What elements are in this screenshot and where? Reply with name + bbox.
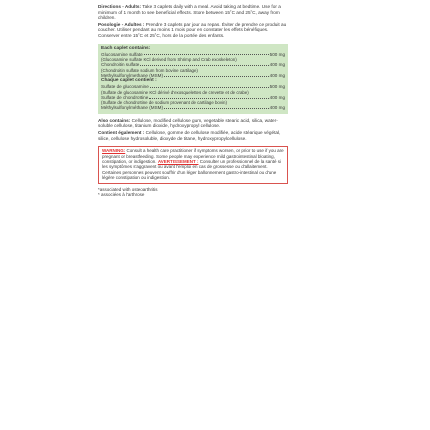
ingredient-name: Chondroitin sulfate <box>101 62 140 68</box>
footnote-en: *associated with osteoarthritis <box>98 186 158 192</box>
dot-leader <box>149 95 268 99</box>
footnotes <box>98 187 288 198</box>
ingredients-en-heading: Each caplet contains: <box>101 45 151 51</box>
also-contains-en <box>98 118 288 129</box>
ingredients-en-list <box>101 52 285 79</box>
ingredient-name: Méthylsulfonylméthane (MSM) <box>101 105 164 111</box>
ingredient-name: Methylsulfonylmethane (MSM) <box>101 72 164 78</box>
ingredients-fr-heading: Chaque caplet contient : <box>101 78 157 84</box>
also-contains-en-label: Also contains: <box>98 117 131 123</box>
dot-leader <box>164 105 269 109</box>
warning-box <box>98 146 288 183</box>
also-contains-en-text: Cellulose, modified cellulose gum, vegetable stearic acid, silica, water-soluble cellulose, titanium dioxide, hydroxypropyl cellulose. <box>98 117 278 129</box>
ingredient-source-note: (Chondroitin sulfate sodium from bovine cartilage) <box>101 67 198 73</box>
ingredient-amount: 400 mg <box>269 94 285 100</box>
dot-leader <box>150 84 269 88</box>
warning-en-label: WARNING: <box>102 148 126 154</box>
label-text-column <box>98 4 288 197</box>
directions-en-label: Directions - Adults: <box>98 4 142 9</box>
dot-leader <box>164 73 269 77</box>
ingredient-name: Sulfate de chondroïtine <box>101 94 149 100</box>
also-contains-fr <box>98 130 288 141</box>
ingredient-name: Sulfate de glucosamine <box>101 84 149 90</box>
ingredient-source-note: (Sulfate de chondroïtine de sodium provenant de cartilage bovin) <box>101 100 227 106</box>
footnote-fr: * associées à l'arthrose <box>98 192 145 198</box>
ingredient-name: Glucosamine sulfate <box>101 51 143 57</box>
also-contains-fr-label: Contient également : <box>98 130 145 135</box>
ingredients-box <box>98 44 288 114</box>
ingredient-row <box>101 105 285 110</box>
directions-fr-label: Posologie - Adultes : <box>98 21 145 27</box>
directions-fr <box>98 22 288 39</box>
ingredient-amount: 400 mg <box>269 72 285 78</box>
ingredient-amount: 500 mg <box>269 51 285 57</box>
dot-leader <box>144 52 269 56</box>
warning-fr-text: Consulter un professionnel de la santé si les symptômes s'aggravent ou avant l'emploi en cas de grossesse ou d'allaitement. Certaines personnes peuvent souffrir d'un léger ballonnement gastro-intestinal ou d'une légère constipation ou indigestion. <box>102 159 282 181</box>
directions-fr-text: Prendre 3 caplets par jour au repas. Éviter de prendre ce produit au coucher. Utiliser pendant au moins 1 mois pour en constater les effets bénéfiques. Conserver entre 15˚C et 25˚C, hors de la portée des enfants. <box>98 21 287 38</box>
warning-en-text: Consult a health care practitioner if symptoms worsen, or prior to use if you are pregnant or breastfeeding. Some people may experience mild gastrointestinal bloating, constipation, or indigestion. <box>102 148 284 164</box>
also-contains-fr-text: Cellulose, gomme de cellulose modifiée, acide stéarique végétal, silice, cellulose hydrosoluble, dioxyde de titane, hydroxypropylcellulose. <box>98 130 281 141</box>
directions-en-text: Take 3 caplets daily with a meal. Avoid taking at bedtime. Use for a minimum of 1 month to see beneficial effects. Store between 15˚C and 25˚C, away from children. <box>98 4 281 21</box>
ingredients-fr-list <box>101 84 285 111</box>
ingredient-source-note: (Glucosamine sulfate KCl derived from Shrimp and Crab exoskeleton) <box>101 56 237 62</box>
ingredient-amount: 400 mg <box>269 105 285 111</box>
ingredient-source-note: (Sulfate de glucosamine KCl dérivé d'exosquelettes de crevette et de crabe) <box>101 89 249 95</box>
ingredient-amount: 400 mg <box>269 62 285 68</box>
ingredient-amount: 500 mg <box>269 84 285 90</box>
dot-leader <box>140 62 268 66</box>
directions-en <box>98 4 288 21</box>
warning-fr-label: AVERTISSEMENT : <box>157 159 199 164</box>
